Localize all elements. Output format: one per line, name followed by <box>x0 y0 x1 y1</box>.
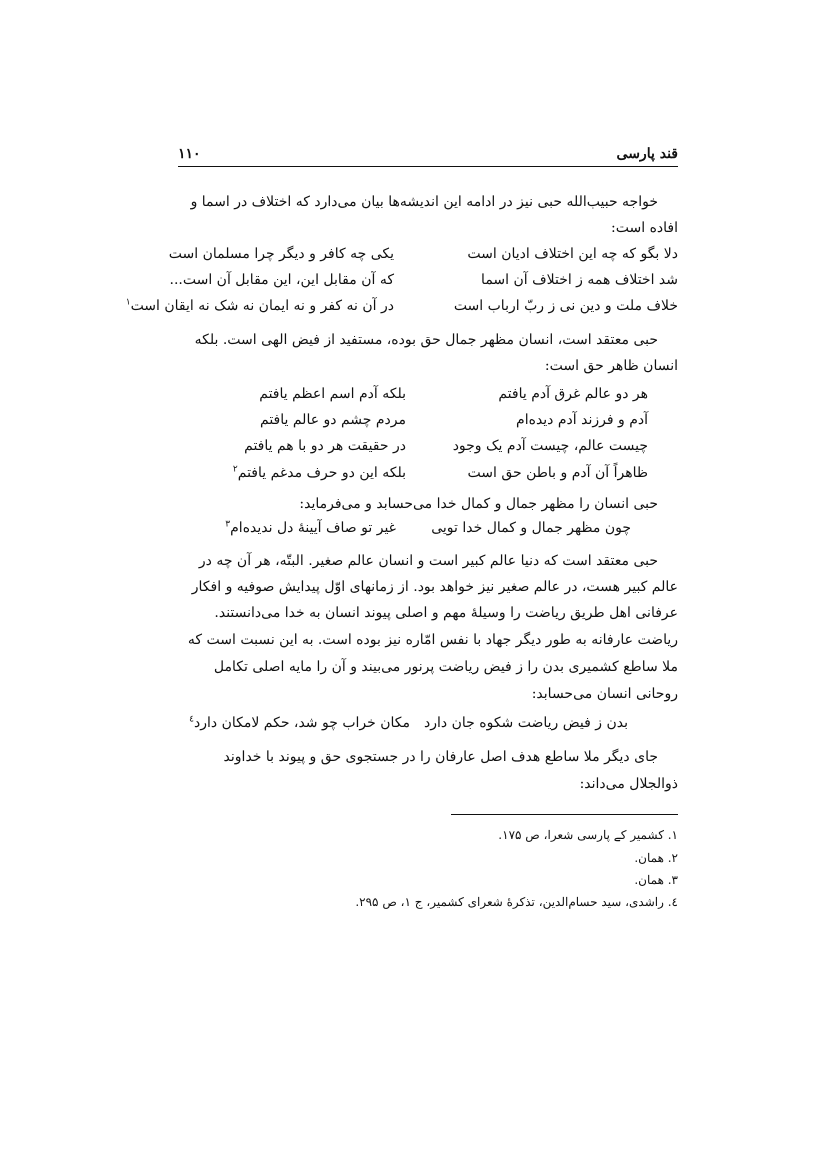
footnote-1: ۱. کشمیر کے پارسی شعرا، ص ۱۷۵. <box>498 828 678 842</box>
paragraph-4-line-6: روحانی انسان می‌حسابد: <box>531 686 678 702</box>
paragraph-5-line-1: جای دیگر ملا ساطع هدف اصل عارفان را در جستجوی حق و پیوند با خداوند <box>223 749 658 765</box>
paragraph-2-line-1: حبی معتقد است، انسان مظهر جمال حق بوده، مستفید از فیض الهی است. بلکه <box>194 332 658 348</box>
verse-2-2-left: مردم چشم دو عالم یافتم <box>260 412 406 428</box>
paragraph-4-line-4: ریاضت عارفانه به طور دیگر جهاد با نفس امّاره نیز بوده است. به این نسبت است که <box>187 632 678 648</box>
verse-text: مکان خراب چو شد، حکم لامکان دارد <box>194 715 410 731</box>
paragraph-2-line-2: انسان ظاهر حق است: <box>544 358 678 374</box>
footnote-mark-1: ۱ <box>125 297 131 308</box>
verse-1-1-left: یکی چه کافر و دیگر چرا مسلمان است <box>168 246 394 262</box>
verse-2-3-right: چیست عالم، چیست آدم یک وجود <box>452 438 648 454</box>
verse-1-2-left: که آن مقابل این، این مقابل آن است... <box>169 272 394 288</box>
verse-text: بلکه این دو حرف مدغم یافتم <box>237 465 406 481</box>
paragraph-4-line-1: حبی معتقد است که دنیا عالم کبیر است و انسان عالم صغیر. البتّه، هر آن چه در <box>198 553 658 569</box>
footnote-4: ٤. راشدی، سید حسام‌الدین، تذکرهٔ شعرای کشمیر، ج ۱، ص ۲۹۵. <box>355 895 678 909</box>
footnote-divider <box>451 814 678 815</box>
paragraph-1-line-2: افاده است: <box>611 220 678 236</box>
running-title: قند پارسی <box>616 146 678 162</box>
footnote-mark-4: ٤ <box>189 714 194 725</box>
paragraph-5-line-2: ذوالجلال می‌داند: <box>579 776 678 792</box>
verse-1-2-right: شد اختلاف همه ز اختلاف آن اسما <box>481 272 678 288</box>
verse-2-2-right: آدم و فرزند آدم دیده‌ام <box>516 412 648 428</box>
paragraph-1-line-1: خواجه حبیب‌الله حبی نیز در ادامه این اندیشه‌ها بیان می‌دارد که اختلاف در اسما و <box>190 194 658 210</box>
verse-2-1-left: بلکه آدم اسم اعظم یافتم <box>259 386 406 402</box>
page-number: ۱۱۰ <box>178 146 201 162</box>
footnote-2: ۲. همان. <box>634 851 678 865</box>
footnote-mark-2: ۲ <box>232 464 238 475</box>
paragraph-4-line-2: عالم کبیر هست، در عالم صغیر نیز خواهد بود. از زمانهای اوّل پیدایش صوفیه و افکار <box>191 579 678 595</box>
verse-1-3-right: خلاف ملت و دین نی ز ربّ ارباب است <box>453 298 678 314</box>
verse-text: غیر تو صاف آیینهٔ دل ندیده‌ام <box>230 520 396 536</box>
paragraph-3-line-1: حبی انسان را مظهر جمال و کمال خدا می‌حسابد و می‌فرماید: <box>299 496 658 512</box>
verse-1-1-right: دلا بگو که چه این اختلاف ادیان است <box>467 246 678 262</box>
verse-text: در آن نه کفر و نه ایمان نه شک نه ایقان است <box>130 298 394 314</box>
verse-3-left <box>225 518 396 538</box>
verse-2-4-left <box>233 463 406 483</box>
verse-2-4-right: ظاهراً آن آدم و باطن حق است <box>467 465 648 481</box>
footnote-3: ۳. همان. <box>634 873 678 887</box>
paragraph-4-line-5: ملا ساطع کشمیری بدن را ز فیض ریاضت پرنور می‌بیند و آن را مایه اصلی تکامل <box>213 659 678 675</box>
verse-1-3-left <box>126 296 394 316</box>
running-header <box>178 146 678 167</box>
footnote-mark-3: ۳ <box>225 519 231 530</box>
verse-2-1-right: هر دو عالم غرق آدم یافتم <box>498 386 648 402</box>
paragraph-4-line-3: عرفانی اهل طریق ریاضت را وسیلهٔ مهم و اصلی پیوند انسان به خدا می‌دانستند. <box>214 605 678 621</box>
verse-4-left <box>189 713 410 733</box>
verse-3-right: چون مظهر جمال و کمال خدا تویی <box>431 520 631 536</box>
verse-4-right: بدن ز فیض ریاضت شکوه جان دارد <box>424 715 628 731</box>
verse-2-3-left: در حقیقت هر دو با هم یافتم <box>244 438 406 454</box>
